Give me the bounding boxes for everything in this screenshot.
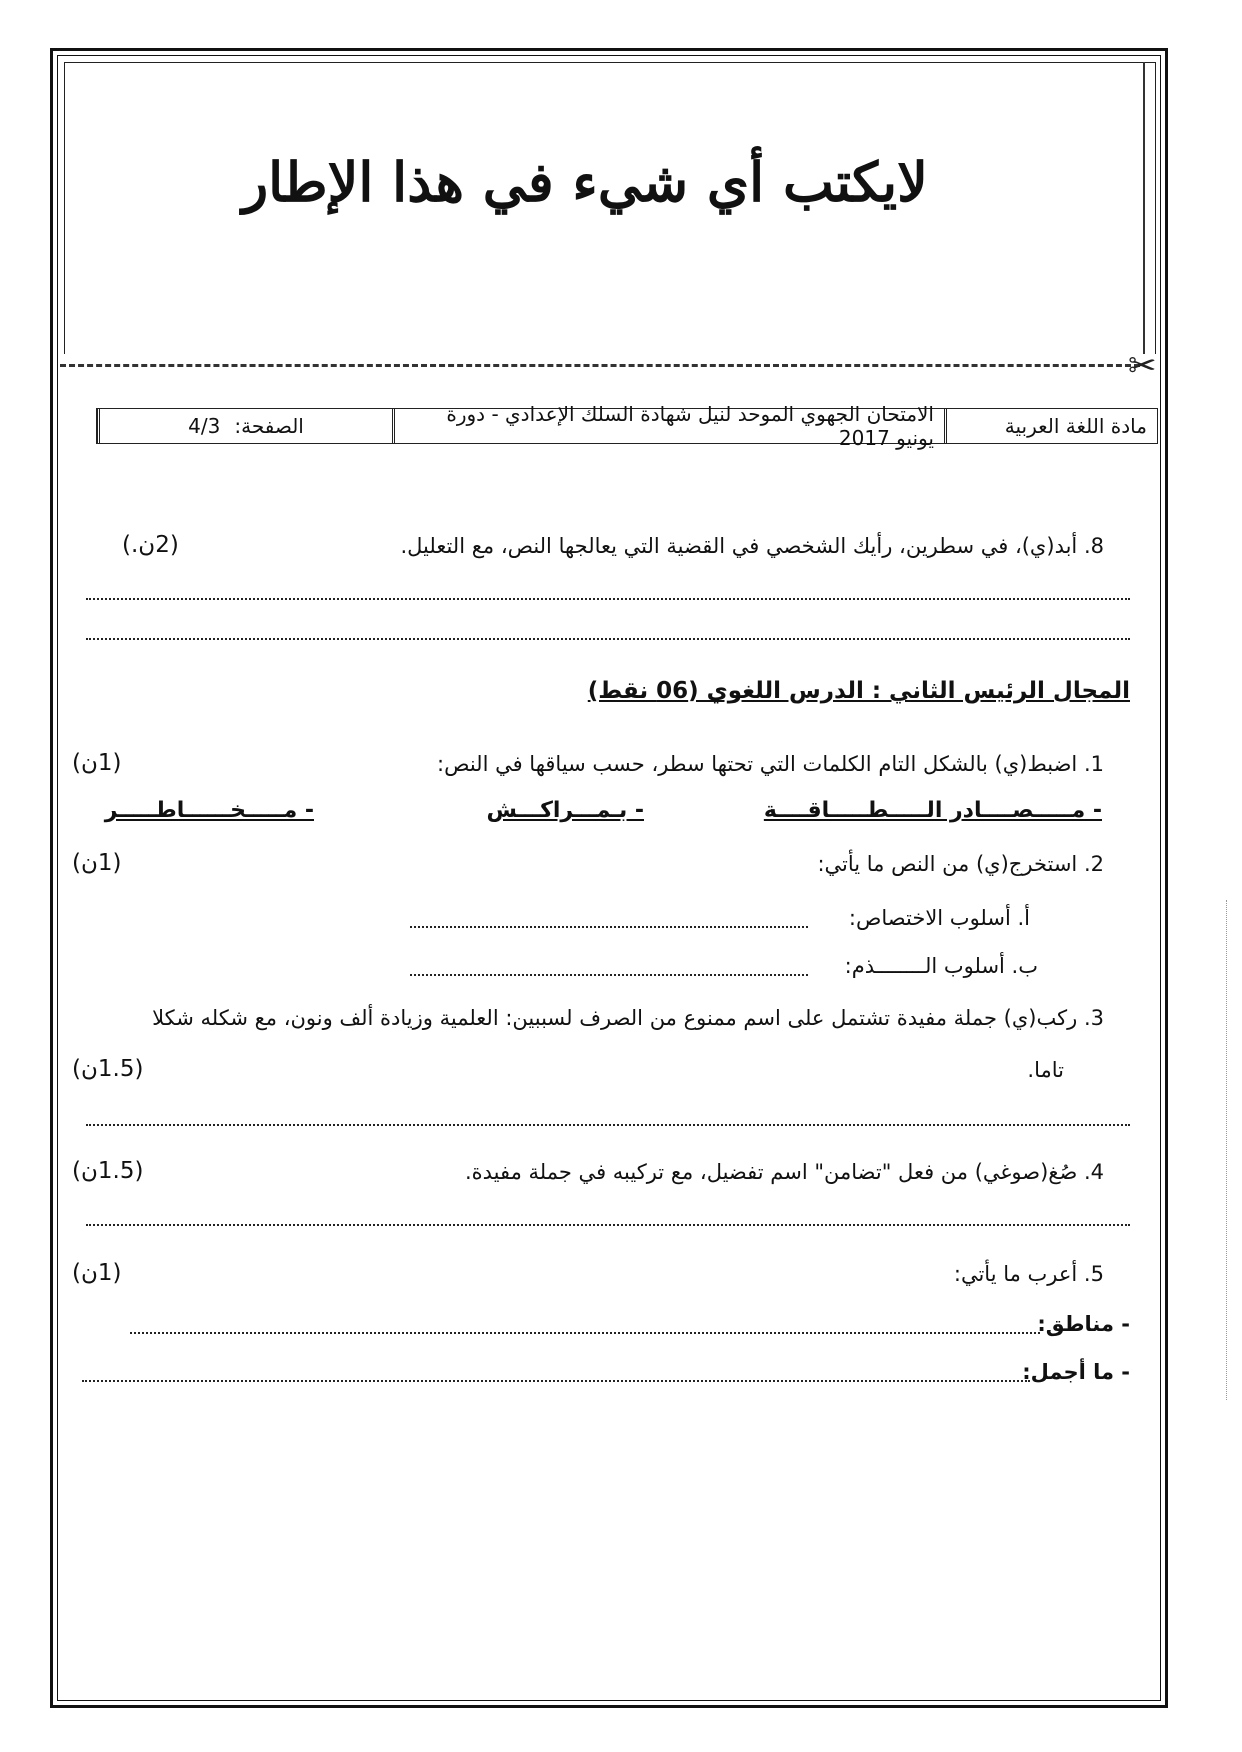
answer-line[interactable]: [86, 1224, 1130, 1226]
question-4: 4. صُغ(صوغي) من فعل "تضامن" اسم تفضيل، مع تركيبه في جملة مفيدة.: [464, 1160, 1104, 1184]
reserved-box-edge: [1143, 62, 1145, 354]
question-3: 3. ركب(ي) جملة مفيدة تشتمل على اسم ممنوع من الصرف لسببين: العلمية وزيادة ألف ونون، مع شكله شكلا: [152, 1006, 1104, 1030]
header-page-value: 4/3: [188, 414, 221, 438]
question-3-continuation: تاما.: [1027, 1058, 1064, 1082]
target-word-2: - بـمـــراكـــش: [486, 798, 644, 823]
scan-margin-line: [1226, 900, 1227, 1400]
header-page-label: الصفحة:: [234, 414, 304, 438]
answer-line[interactable]: [410, 926, 808, 928]
question-2: 2. استخرج(ي) من النص ما يأتي:: [817, 852, 1104, 876]
cut-line: [60, 364, 1140, 367]
question-5-points: (1ن): [72, 1260, 122, 1286]
exam-header: [96, 402, 1158, 450]
question-3-points: (1.5ن): [72, 1056, 144, 1082]
answer-line[interactable]: [130, 1332, 1040, 1334]
answer-line[interactable]: [86, 1124, 1130, 1126]
question-2-points: (1ن): [72, 850, 122, 876]
parse-item-2: - ما أجمل:: [1022, 1360, 1130, 1384]
answer-line[interactable]: [82, 1380, 1030, 1382]
question-1: 1. اضبط(ي) بالشكل التام الكلمات التي تحتها سطر، حسب سياقها في النص:: [437, 752, 1104, 776]
question-8-points: (2ن.): [122, 532, 179, 558]
question-4-points: (1.5ن): [72, 1158, 144, 1184]
parse-item-1: - مناطق:: [1037, 1312, 1130, 1336]
answer-line[interactable]: [410, 974, 808, 976]
header-exam-title: الامتحان الجهوي الموحد لنيل شهادة السلك الإعدادي - دورة يونيو 2017: [392, 409, 947, 443]
question-8: 8. أبد(ي)، في سطرين، رأيك الشخصي في القضية التي يعالجها النص، مع التعليل.: [400, 534, 1104, 558]
header-subject: مادة اللغة العربية: [1004, 414, 1147, 438]
scissors-icon: ✂: [1128, 346, 1157, 386]
header-page: [97, 409, 392, 443]
target-word-3: - مـــــخــــــاطـــــر: [104, 798, 314, 823]
section-title: المجال الرئيس الثاني : الدرس اللغوي (06 نقط): [587, 678, 1130, 704]
answer-line[interactable]: [86, 638, 1130, 640]
question-1-points: (1ن): [72, 750, 122, 776]
target-word-1: - مـــــصــــادر الـــــطـــــاقــــة: [763, 798, 1102, 823]
answer-line[interactable]: [86, 598, 1130, 600]
question-5: 5. أعرب ما يأتي:: [953, 1262, 1104, 1286]
question-2a: أ. أسلوب الاختصاص:: [848, 906, 1030, 930]
question-2b: ب. أسلوب الــــــــذم:: [844, 954, 1038, 978]
do-not-write-banner: لايكتب أي شيء في هذا الإطار: [242, 150, 928, 214]
